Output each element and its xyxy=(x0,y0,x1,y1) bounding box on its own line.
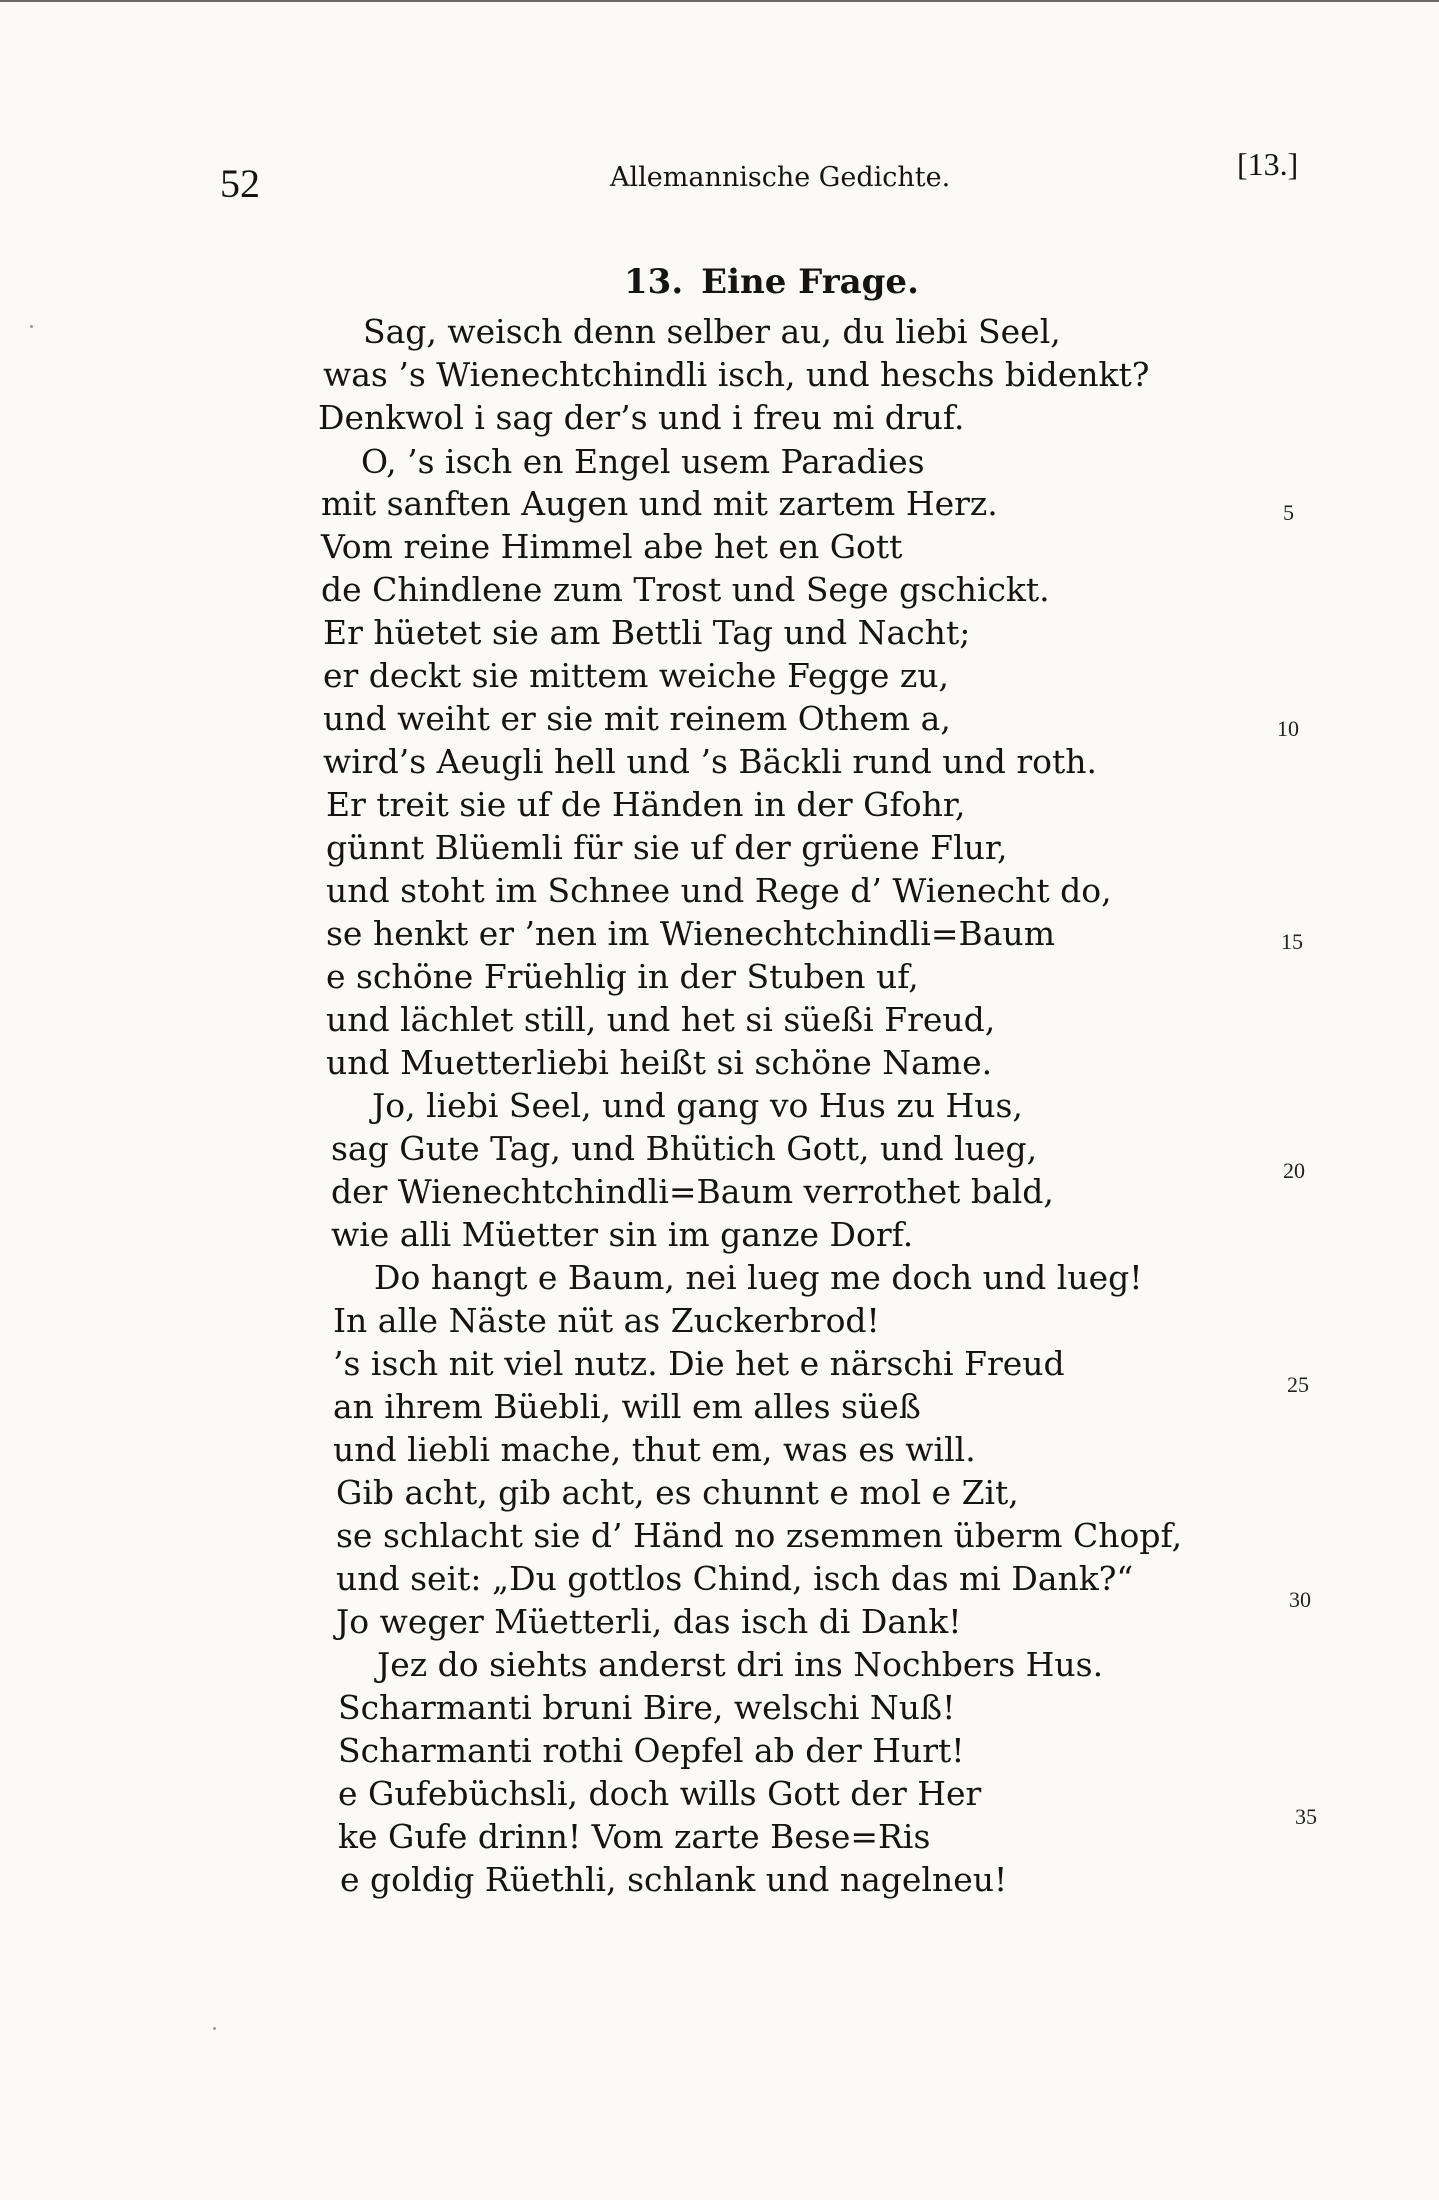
verse-line: O, ’s isch en Engel usem Paradies xyxy=(361,442,925,481)
line-number: 30 xyxy=(1289,1587,1311,1612)
verse-line: In alle Näste nüt as Zuckerbrod! xyxy=(333,1301,880,1340)
verse-line: wird’s Aeugli hell und ’s Bäckli rund und roth. xyxy=(323,742,1098,781)
verse-line: wie alli Müetter sin im ganze Dorf. xyxy=(331,1215,914,1254)
paper-speck xyxy=(213,2027,216,2030)
verse-line: e goldig Rüethli, schlank und nagelneu! xyxy=(340,1860,1008,1899)
verse-line: se schlacht sie d’ Händ no zsemmen überm Chopf, xyxy=(336,1516,1183,1555)
line-number: 5 xyxy=(1283,500,1294,525)
page-number: 52 xyxy=(220,161,260,206)
verse-line: sag Gute Tag, und Bhütich Gott, und lueg, xyxy=(331,1129,1038,1168)
verse-line: an ihrem Büebli, will em alles süeß xyxy=(333,1387,921,1426)
verse-line: ke Gufe drinn! Vom zarte Bese=Ris xyxy=(338,1817,931,1856)
running-head: Allemannische Gedichte. xyxy=(610,162,951,193)
verse-line: günnt Blüemli für sie uf der grüene Flur, xyxy=(326,828,1008,867)
verse-line: Jo weger Müetterli, das isch di Dank! xyxy=(336,1602,962,1641)
verse-line: was ’s Wienechtchindli isch, und heschs bidenkt? xyxy=(323,355,1150,394)
line-number: 20 xyxy=(1283,1158,1305,1183)
line-number: 15 xyxy=(1281,929,1303,954)
poem-title xyxy=(624,262,919,302)
verse-line: e schöne Früehlig in der Stuben uf, xyxy=(326,957,919,996)
verse-line: Jez do siehts anderst dri ins Nochbers Hus. xyxy=(377,1645,1104,1684)
verse-line: e Gufebüchsli, doch wills Gott der Her xyxy=(338,1774,982,1813)
verse-line: und seit: „Du gottlos Chind, isch das mi Dank?“ xyxy=(336,1559,1134,1598)
verse-line: Gib acht, gib acht, es chunnt e mol e Zit, xyxy=(336,1473,1019,1512)
line-number: 35 xyxy=(1295,1804,1317,1829)
verse-line: Er hüetet sie am Bettli Tag und Nacht; xyxy=(323,613,971,652)
verse-line: und lächlet still, und het si süeßi Freud, xyxy=(326,1000,996,1039)
verse-line: se henkt er ’nen im Wienechtchindli=Baum xyxy=(326,914,1055,953)
verse-line: ’s isch nit viel nutz. Die het e närschi Freud xyxy=(333,1344,1065,1383)
verse-line: und stoht im Schnee und Rege d’ Wienecht do, xyxy=(326,871,1112,910)
verse-line: und weiht er sie mit reinem Othem a, xyxy=(323,699,951,738)
verse-line: Denkwol i sag der’s und i freu mi druf. xyxy=(318,398,965,437)
page-header xyxy=(0,0,1439,206)
poem-number: 13. xyxy=(624,262,684,302)
verse-line: Er treit sie uf de Händen in der Gfohr, xyxy=(326,785,966,824)
verse-line: de Chindlene zum Trost und Sege gschickt. xyxy=(321,570,1050,609)
verse-line: mit sanften Augen und mit zartem Herz. xyxy=(321,484,998,523)
verse-line: Do hangt e Baum, nei lueg me doch und lueg! xyxy=(374,1258,1143,1297)
verse-line: und liebli mache, thut em, was es will. xyxy=(333,1430,976,1469)
paper-speck xyxy=(30,325,33,328)
verse-line: Jo, liebi Seel, und gang vo Hus zu Hus, xyxy=(372,1086,1023,1125)
verse-line: der Wienechtchindli=Baum verrothet bald, xyxy=(331,1172,1054,1211)
line-number: 25 xyxy=(1287,1372,1309,1397)
section-reference: [13.] xyxy=(1237,146,1299,182)
verse-line: Scharmanti rothi Oepfel ab der Hurt! xyxy=(338,1731,965,1770)
verse-line: Vom reine Himmel abe het en Gott xyxy=(321,527,903,566)
verse-line: Sag, weisch denn selber au, du liebi Seel, xyxy=(363,312,1061,351)
verse-line: und Muetterliebi heißt si schöne Name. xyxy=(326,1043,993,1082)
verse-line: er deckt sie mittem weiche Fegge zu, xyxy=(323,656,949,695)
poem-title-text: Eine Frage. xyxy=(701,262,919,302)
verse-line: Scharmanti bruni Bire, welschi Nuß! xyxy=(338,1688,956,1727)
line-number: 10 xyxy=(1277,716,1299,741)
